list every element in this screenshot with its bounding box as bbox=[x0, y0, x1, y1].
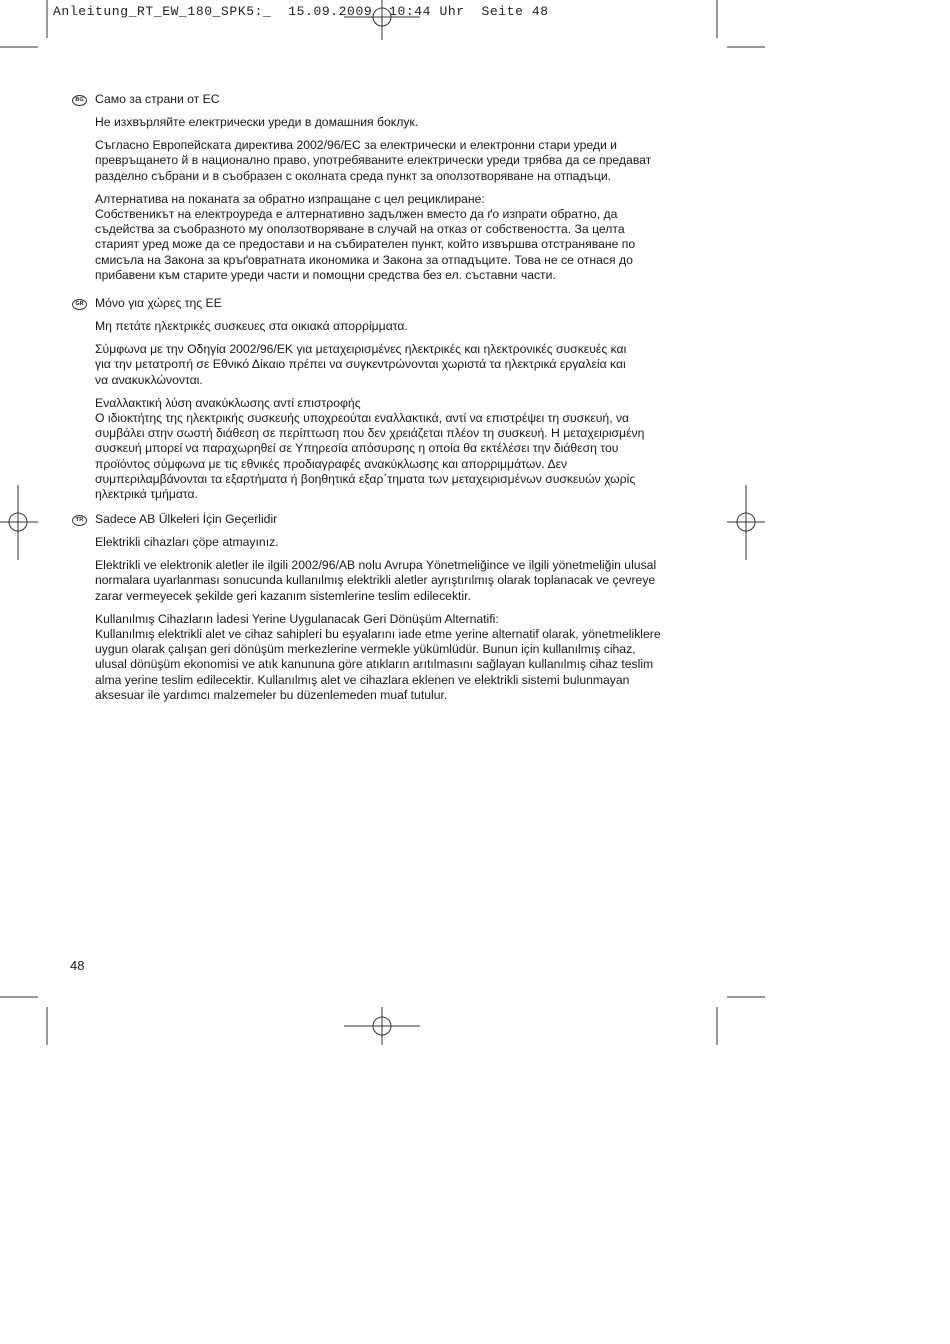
paragraph-line: ulusal dönüşüm ekonomisi ve atık kanununa göre atıkların arıtılmasını sağlayan kullanılmış cihaz teslim bbox=[95, 657, 654, 672]
paragraph-line: aksesuar ile yardımcı malzemeler bu düzenlemeden muaf tutulur. bbox=[95, 687, 448, 702]
section-title: Μόνο για χώρες της ΕΕ bbox=[95, 296, 222, 310]
print-slug: Anleitung_RT_EW_180_SPK5:_ 15.09.2009 10:44 Uhr Seite 48 bbox=[53, 4, 549, 19]
paragraph-line: alma yerine teslim edilecektir. Kullanılmış alet ve cihazlara eklenen ve elektrikli sistemi bulunmayan bbox=[95, 672, 630, 687]
language-badge-gr: GR bbox=[72, 299, 87, 310]
paragraph-line: старият уред може да се предостави и на събирателен пункт, който извършва отстраняване по bbox=[95, 237, 636, 252]
paragraph-line: συμπεριλαμβάνονται τα εξαρτήματα ή βοηθητικά εξαρ΄τηματα των μεταχειρισμένων συσκευών χωρίς bbox=[95, 471, 636, 486]
paragraph-line: смисъла на Закона за кръґовратната икономика и Закона за отпадъците. Това не се отнася до bbox=[95, 252, 633, 267]
paragraph-line: Elektrikli ve elektronik aletler ile ilgili 2002/96/AB nolu Avrupa Yönetmeliğince ve ilgili yönetmeliğin ulusal bbox=[95, 558, 657, 573]
paragraph-line: zarar vermeyecek şekilde geri kazanım sistemlerine teslim edilecektir. bbox=[95, 588, 471, 603]
language-badge-tr: TR bbox=[72, 515, 87, 526]
paragraph-line: Собственикът на електроуреда е алтернативно задължен вместо да ґо изпрати обратно, да bbox=[95, 207, 618, 222]
page-number: 48 bbox=[70, 958, 85, 973]
language-badge-bg: BG bbox=[72, 95, 87, 106]
paragraph-line: συσκευή μπορεί να παραχωρηθεί σε Υπηρεσία απόσυρσης η οποία θα εκτέλέσει την διάθεση του bbox=[95, 441, 619, 456]
paragraph-line: normalara uyarlanması sonucunda kullanılmış elektrikli aletler ayrıştırılmış olarak toplanacak ve çevreye bbox=[95, 573, 656, 588]
paragraph-line: uygun olarak çalışan geri dönüşüm merkezlerine vermekle yükümlüdür. Bunun için kullanılmış cihaz, bbox=[95, 642, 636, 657]
paragraph-line: συμβάλει στην σωστή διάθεση σε περίπτωση που δεν χρειάζεται πλέον τη συσκευή. Η μεταχειρισμένη bbox=[95, 426, 645, 441]
paragraph-line: Алтернатива на поканата за обратно изпращане с цел рециклиране: bbox=[95, 191, 485, 206]
paragraph-line: Σύμφωνα με την Οδηγία 2002/96/ΕΚ για μεταχειρισμένες ηλεκτρικές και ηλεκτρονικές συσκευές και bbox=[95, 342, 627, 357]
paragraph-line: Εναλλακτική λύση ανακύκλωσης αντί επιστροφής bbox=[95, 395, 361, 410]
paragraph-line: съдейства за съобразното му оползотворяване в случай на отказ от собствеността. За целта bbox=[95, 222, 625, 237]
paragraph-line: разделно събрани и в съобразен с околната среда пункт за оползотворяване на отпадъци. bbox=[95, 168, 612, 183]
paragraph-line: Съгласно Европейската директива 2002/96/ЕС за електрически и електронни стари уреди и bbox=[95, 138, 617, 153]
paragraph-line: Ο ιδιοκτήτης της ηλεκτρικής συσκευής υποχρεούται εναλλακτικά, αντί να επιστρέψει τη συσκευή, να bbox=[95, 411, 630, 426]
paragraph-line: Kullanılmış elektrikli alet ve cihaz sahipleri bu eşyalarını iade etme yerine alternatif olarak, yönetmeliklere bbox=[95, 627, 661, 642]
paragraph-line: ηλεκτρικά τμήματα. bbox=[95, 487, 198, 502]
section-bg bbox=[72, 92, 712, 283]
paragraph-line: Kullanılmış Cihazların İadesi Yerine Uygulanacak Geri Dönüşüm Alternatifi: bbox=[95, 611, 499, 626]
paragraph-line: για την μετατροπή σε Εθνικό Δίκαιο πρέπει να συγκεντρώνονται χωριστά τα ηλεκτρικά εργαλεία και bbox=[95, 357, 626, 372]
paragraph-line: прибавени към старите уреди части и помощни средства без ел. съставни части. bbox=[95, 267, 556, 282]
paragraph-line: Elektrikli cihazları çöpe atmayınız. bbox=[95, 535, 279, 549]
paragraph-line: Не изхвърляйте електрически уреди в домашния боклук. bbox=[95, 115, 419, 129]
section-title: Sadece AB Ülkeleri İçin Geçerlidir bbox=[95, 512, 278, 526]
paragraph-line: превръщането й в национално право, употребяваните електрически уреди трябва да се предават bbox=[95, 153, 652, 168]
paragraph-line: προϊόντος σύμφωνα με τις εθνικές προδιαγραφές ανακύκλωσης και απορριμμάτων. Δεν bbox=[95, 456, 568, 471]
section-title: Само за страни от ЕС bbox=[95, 92, 220, 106]
paragraph-line: να ανακυκλώνονται. bbox=[95, 372, 203, 387]
section-gr bbox=[72, 296, 712, 502]
paragraph-line: Μη πετάτε ηλεκτρικές συσκευες στα οικιακά απορρίμματα. bbox=[95, 319, 408, 333]
section-tr bbox=[72, 512, 712, 703]
